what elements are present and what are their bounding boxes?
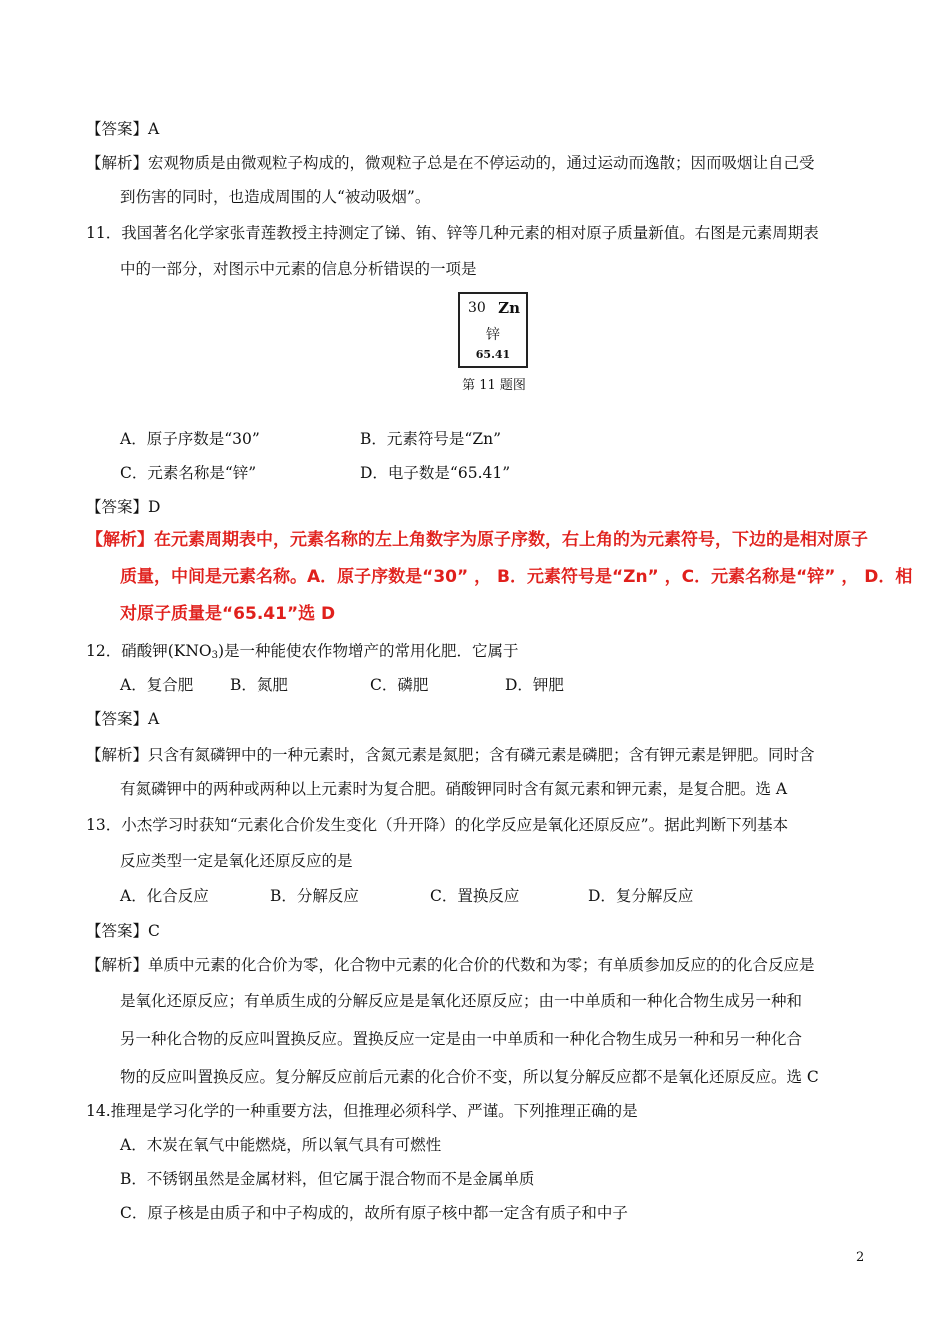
element-name: 锌 [486,327,500,343]
q13-option-b: B．分解反应 [270,887,359,905]
q11-stem-line: 11．我国著名化学家张青莲教授主持测定了锑、铕、锌等几种元素的相对原子质量新值。右图是元素周期表 [86,224,819,242]
q11-stem-line: 中的一部分，对图示中元素的信息分析错误的一项是 [120,260,477,278]
q13-explanation-line: 【解析】单质中元素的化合价为零，化合物中元素的化合价的代数和为零；有单质参加反应的的化合反应是 [86,956,815,974]
q12-stem-subscript: 3 [211,650,218,661]
q11-option-b: B．元素符号是“Zn” [360,430,501,448]
q11-explanation-line: 质量，中间是元素名称。A．原子序数是“30” ， B．元素符号是“Zn” ，C．元素名称是“锌” ， D．相 [120,567,913,587]
q11-option-c: C．元素名称是“锌” [120,464,257,482]
q12-option-a: A．复合肥 [120,676,194,694]
q12-explanation-line: 【解析】只含有氮磷钾中的一种元素时，含氮元素是氮肥；含有磷元素是磷肥；含有钾元素是钾肥。同时含 [86,746,815,764]
q14-option-a: A．木炭在氧气中能燃烧，所以氧气具有可燃性 [120,1136,442,1154]
q11-explanation-line: 【解析】在元素周期表中，元素名称的左上角数字为原子序数，右上角的为元素符号，下边的是相对原子 [86,530,868,550]
q14-option-c: C．原子核是由质子和中子构成的，故所有原子核中都一定含有质子和中子 [120,1204,628,1222]
q11-answer: 【答案】D [86,498,161,516]
q10-explanation-line: 到伤害的同时，也造成周围的人“被动吸烟”。 [120,188,431,206]
q14-option-b: B．不锈钢虽然是金属材料，但它属于混合物而不是金属单质 [120,1170,535,1188]
element-symbol: Zn [498,299,520,317]
q12-answer: 【答案】A [86,710,160,728]
q13-explanation-line: 是氧化还原反应；有单质生成的分解反应是是氧化还原反应；由一中单质和一种化合物生成另一种和 [120,992,803,1010]
q13-option-d: D．复分解反应 [588,887,694,905]
atomic-number: 30 [468,300,486,316]
q12-option-d: D．钾肥 [505,676,564,694]
q12-stem [86,640,519,667]
q12-stem-pre: 12．硝酸钾(KNO [86,642,212,660]
q13-answer: 【答案】C [86,922,160,940]
q12-stem-post: )是一种能使农作物增产的常用化肥．它属于 [218,642,519,660]
q12-explanation-line: 有氮磷钾中的两种或两种以上元素时为复合肥。硝酸钾同时含有氮元素和钾元素，是复合肥。选 A [120,780,788,798]
q12-option-b: B．氮肥 [230,676,288,694]
q10-explanation-line: 【解析】宏观物质是由微观粒子构成的，微观粒子总是在不停运动的，通过运动而逸散；因而吸烟让自己受 [86,154,815,172]
q13-option-a: A．化合反应 [120,887,209,905]
q11-option-d: D．电子数是“65.41” [360,464,511,482]
atomic-mass: 65.41 [475,348,511,361]
q12-option-c: C．磷肥 [370,676,429,694]
q13-stem-line: 13．小杰学习时获知“元素化合价发生变化（升开降）的化学反应是氧化还原反应”。据此判断下列基本 [86,816,789,834]
q13-explanation-line: 物的反应叫置换反应。复分解反应前后元素的化合价不变，所以复分解反应都不是氧化还原反应。选 C [120,1068,819,1086]
element-card-zinc [458,292,528,368]
q14-stem: 14.推理是学习化学的一种重要方法，但推理必须科学、严谨。下列推理正确的是 [86,1102,638,1120]
q13-stem-line: 反应类型一定是氧化还原反应的是 [120,852,353,870]
q11-option-a: A．原子序数是“30” [120,430,260,448]
q10-answer: 【答案】A [86,120,160,138]
figure-caption: 第 11 题图 [462,378,526,393]
q13-option-c: C．置换反应 [430,887,520,905]
page-number: 2 [856,1250,865,1265]
q11-explanation-line: 对原子质量是“65.41”选 D [120,604,336,624]
q13-explanation-line: 另一种化合物的反应叫置换反应。置换反应一定是由一中单质和一种化合物生成另一种和另一种化合 [120,1030,803,1048]
